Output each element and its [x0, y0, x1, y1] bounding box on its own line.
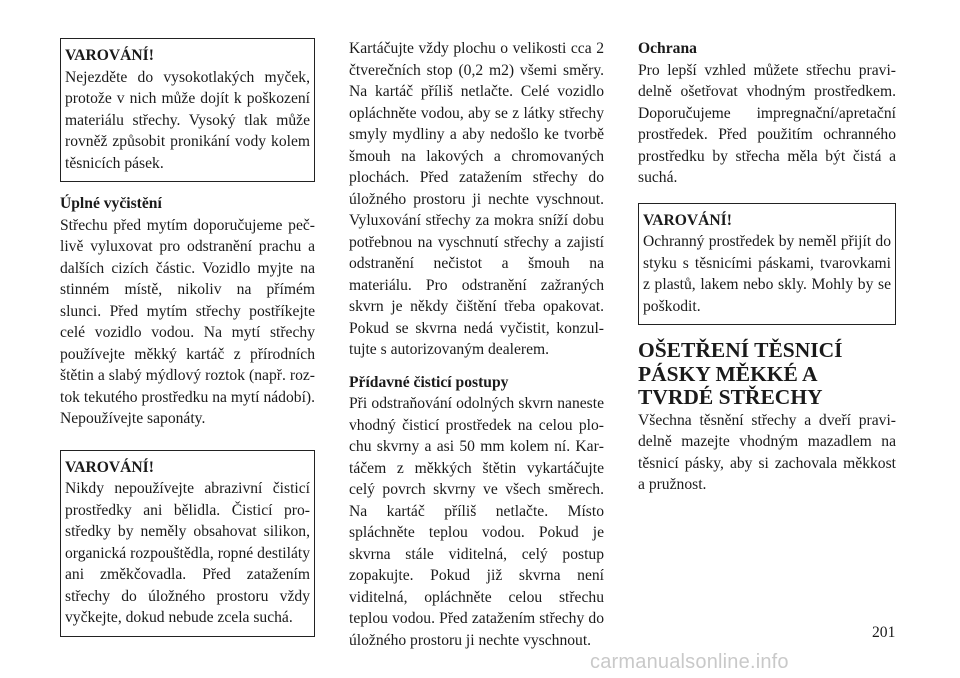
warning-text: Nikdy nepoužívejte abrazivní čisticí prostředky ani bělidla. Čisticí prostředky by neměly obsahovat silikon, organická rozpouštědla, ropné destiláty ani změkčovadla. Před zatažením střechy do úložného prostoru vždy vyčkejte, dokud nebude zcela suchá.: [65, 480, 310, 626]
warning-text: Ochranný prostředek by neměl přijít do styku s těsnicími páskami, tvarovkami z plastů, lakem nebo skly. Mohly by se poškodit.: [643, 233, 891, 315]
page-number: 201: [872, 624, 896, 641]
section-heading-protection: Ochrana: [638, 40, 697, 57]
warning-title: VAROVÁNÍ!: [643, 211, 732, 229]
right-column: [638, 38, 896, 496]
warning-box-abrasives: [60, 450, 315, 637]
warning-title: VAROVÁNÍ!: [65, 47, 154, 64]
warning-text: Nejezděte do vysokotlakých myček, protože v nich může dojít k poškození materiálu střechy. Vysoký tlak může rovněž způsobit pronikání vody kolem těsnicích pásek.: [65, 68, 310, 172]
left-column: [60, 38, 315, 637]
protection-text: Pro lepší vzhled můžete střechu pravidelně ošetřovat vhodným prostředkem. Doporučujeme impregnační/apretační prostředek. Před použitím ochranného prostředku by střecha měla být čistá a suchá.: [638, 61, 896, 186]
warning-box-high-pressure: [60, 38, 315, 182]
watermark: carmanualsonline.info: [590, 651, 789, 673]
seal-care-text: Všechna těsnění střechy a dveří pravidelně mazejte vhodným mazadlem na těsnicí pásky, aby si zachovala měkkost a pružnost.: [638, 411, 896, 493]
brushing-paragraph: Kartáčujte vždy plochu o velikosti cca 2 čtverečních stop (0,2 m2) všemi směry. Na kartáč příliš netlačte. Celé vozidlo opláchněte vodou, aby se z látky střechy smyly mydliny a aby nedošlo ke tvorbě šmouh na lakových a chromovaných plochách. Před zatažením střechy do úložného prostoru ji nechte vyschnout. Vyluxování střechy za mokra sníží dobu potřebnou na vyschnutí střechy a zajistí odstranění nečistot a šmouh na materiálu. Pro odstranění zažraných skvrn je někdy čištění třeba opakovat. Pokud se skvrna nedá vyčistit, konzultujte s autorizovaným dealerem.: [349, 40, 604, 358]
section-heading-full-clean: Úplné vyčistění: [60, 195, 162, 212]
warning-box-protectant: [638, 203, 896, 326]
middle-column: [349, 38, 604, 651]
section-heading-additional-cleaning: Přídavné čisticí postupy: [349, 373, 509, 391]
additional-cleaning-text: Při odstraňování odolných skvrn naneste vhodný čisticí prostředek na celou plochu skvrny a asi 50 mm kolem ní. Kartáčem z měkkých štětin vykartáčujte celý povrch skvrny ve všech směrech. Na kartáč příliš netlačte. Místo spláchněte teplou vodou. Pokud je skvrna stále viditelná, celý postup zopakujte. Pokud již skvrna není viditelná, opláchněte celou střechu teplou vodou. Před zatažením střechy do úložného prostoru ji nechte vyschnout.: [349, 395, 604, 649]
warning-title: VAROVÁNÍ!: [65, 458, 154, 476]
chapter-heading-seal-care: OŠETŘENÍ TĚSNICÍ PÁSKY MĚKKÉ A TVRDÉ STŘECHY: [638, 338, 843, 409]
full-clean-text: Střechu před mytím doporučujeme pečlivě vyluxovat pro odstranění prachu a dalších cizích částic. Vozidlo myjte na stinném místě, nikoliv na přímém slunci. Před mytím střechy postříkejte celé vozidlo vodou. Na mytí střechy používejte měkký kartáč z přírodních štětin a slabý mýdlový roztok (např. roztok tekutého prostředku na mytí nádobí). Nepoužívejte saponáty.: [60, 216, 315, 427]
